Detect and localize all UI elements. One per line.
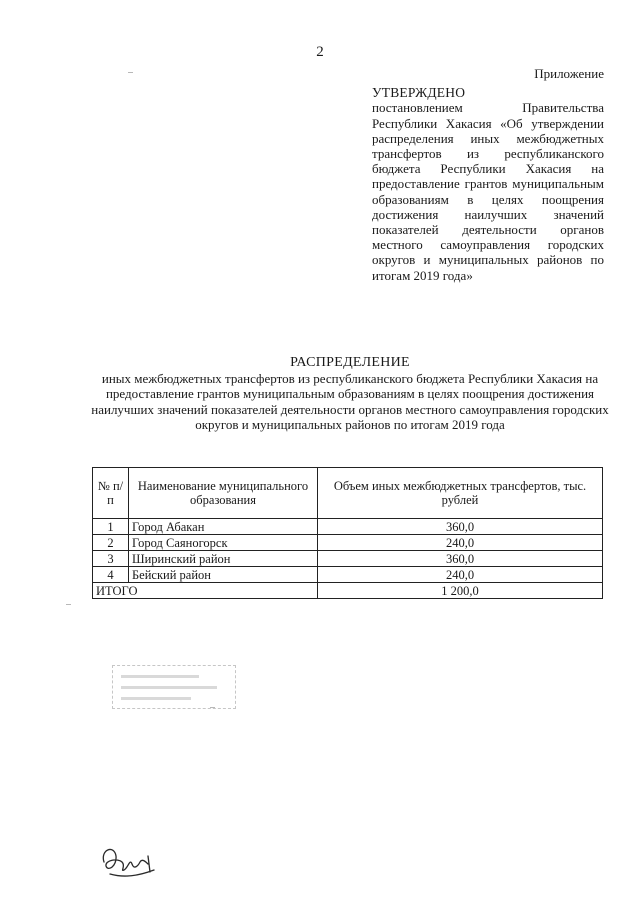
- table-row: [93, 567, 603, 583]
- row-amount: 360,0: [318, 551, 603, 567]
- margin-mark: [128, 72, 133, 73]
- table-row: [93, 551, 603, 567]
- approval-text: постановлением Правительства Республики Хакасия «Об утверждении распределения иных межбюджетных трансфертов из республиканского бюджета Республики Хакасия на предоставление грантов муниципальным образованиям в целях поощрения достижения наилучших значений показателей деятельности органов местного самоуправления городских округов и муниципальных районов по итогам 2019 года»: [372, 100, 604, 283]
- row-amount: 240,0: [318, 535, 603, 551]
- approval-block: [372, 66, 604, 283]
- document-heading: [90, 355, 610, 433]
- row-number: 1: [93, 519, 129, 535]
- appendix-label: Приложение: [534, 66, 604, 81]
- approved-heading: УТВЕРЖДЕНО: [372, 85, 466, 101]
- row-amount: 240,0: [318, 567, 603, 583]
- total-label: ИТОГО: [93, 583, 318, 599]
- row-number: 4: [93, 567, 129, 583]
- row-name: Город Абакан: [129, 519, 318, 535]
- total-row: [93, 583, 603, 599]
- document-subtitle: иных межбюджетных трансфертов из республиканского бюджета Республики Хакасия на предоставление грантов муниципальным образованиям в целях поощрения достижения наилучших значений показателей деятельности органов местного самоуправления городских округов и муниципальных районов по итогам 2019 года: [91, 370, 609, 432]
- table-header-row: [93, 468, 603, 519]
- row-amount: 360,0: [318, 519, 603, 535]
- signature-icon: [96, 840, 160, 884]
- page-number: 2: [316, 44, 324, 60]
- faded-stamp-icon: [112, 665, 236, 709]
- total-amount: 1 200,0: [318, 583, 603, 599]
- row-name: Бейский район: [129, 567, 318, 583]
- table-row: [93, 535, 603, 551]
- row-name: Ширинский район: [129, 551, 318, 567]
- header-number: № п/п: [93, 468, 129, 519]
- margin-mark: [210, 707, 215, 708]
- distribution-table: [92, 467, 603, 599]
- table-row: [93, 519, 603, 535]
- row-number: 2: [93, 535, 129, 551]
- row-number: 3: [93, 551, 129, 567]
- document-title: РАСПРЕДЕЛЕНИЕ: [290, 355, 410, 370]
- row-name: Город Саяногорск: [129, 535, 318, 551]
- margin-mark: [66, 604, 71, 605]
- header-name: Наименование муниципального образования: [129, 468, 318, 519]
- header-amount: Объем иных межбюджетных трансфертов, тыс. рублей: [318, 468, 603, 519]
